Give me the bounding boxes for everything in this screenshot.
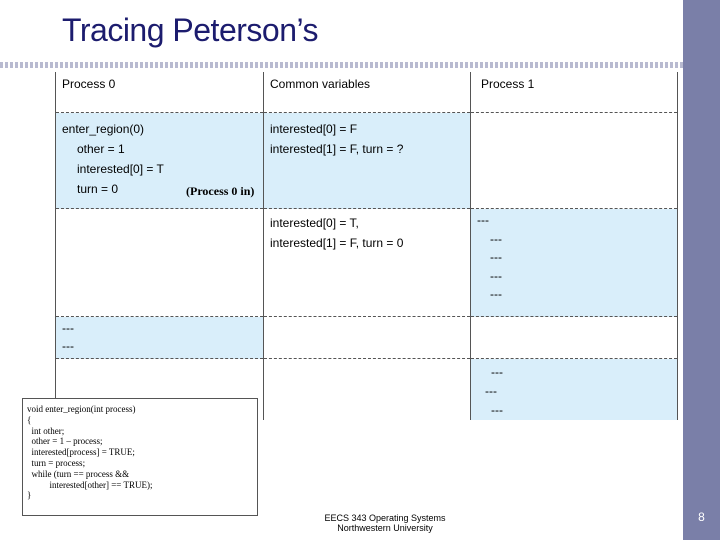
row2-process-0 [56,209,264,317]
code-line: int other; [27,425,65,436]
header-common-variables: Common variables [264,72,471,113]
code-line: void enter_region(int process) [27,404,136,414]
title-divider [0,62,683,68]
header-process-0: Process 0 [56,72,264,113]
code-line: } [27,490,32,501]
table-row [56,317,678,359]
table-row [56,209,678,317]
page-number: 8 [698,510,705,524]
table-row [56,113,678,209]
row4-process-1: --- --- --- [471,359,678,421]
row4-common [264,359,471,421]
code-line: turn = process; [27,457,86,468]
row1-process-0: enter_region(0) other = 1 interested[0] = T turn = 0 [56,113,264,209]
row1-common: interested[0] = F interested[1] = F, turn = ? [264,113,471,209]
code-line: other = 1 – process; [27,436,103,447]
code-line: interested[process] = TRUE; [27,447,135,458]
code-line: { [27,414,32,425]
table-header-row [56,72,678,113]
header-process-1: Process 1 [471,72,678,113]
row3-process-1 [471,317,678,359]
footer-course: EECS 343 Operating Systems [324,513,446,523]
enter-region-code-box [22,398,258,516]
row2-process-1: --- --- --- --- --- [471,209,678,317]
process-0-in-note: (Process 0 in) [186,184,255,198]
code-line: interested[other] == TRUE); [27,479,153,490]
footer-university: Northwestern University [337,523,433,533]
slide-footer [310,513,460,533]
row3-common [264,317,471,359]
code-line: while (turn == process && [27,468,130,479]
slide-title: Tracing Peterson’s [62,12,319,48]
row3-process-0: --- --- [56,317,264,359]
slide-side-bar [683,0,720,540]
trace-table [55,72,678,420]
row2-common: interested[0] = T, interested[1] = F, turn = 0 [264,209,471,317]
row1-process-1 [471,113,678,209]
